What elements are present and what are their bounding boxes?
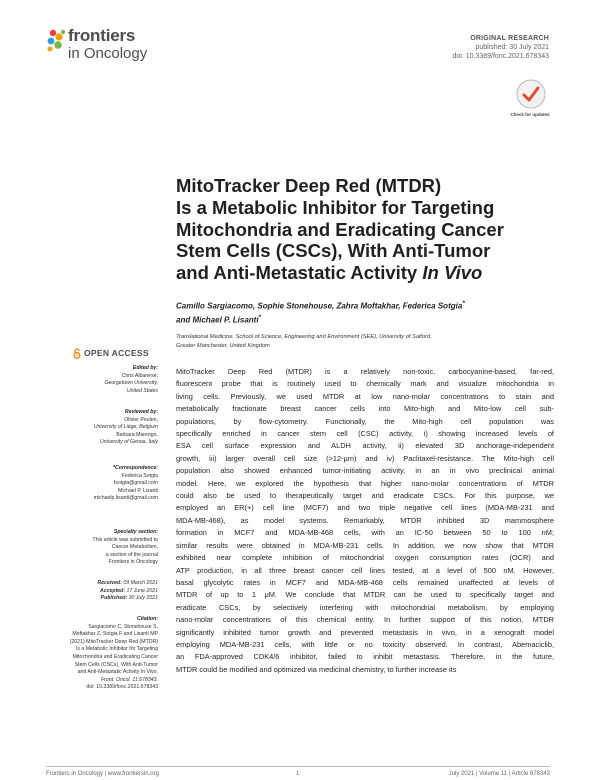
abstract-line: employed an ER(+) cell line (MCF7) and two triple negative cell lines (MDA-MB-231 and — [176, 503, 554, 513]
citation-line: (2021) MitoTracker Deep Red (MTDR) — [69, 638, 158, 645]
citation-line: Is a Metabolic Inhibitor for Targeting — [75, 646, 158, 653]
affiliation-line: Translational Medicine, School of Science, Engineering and Environment (SEE), University of Salford, — [176, 334, 432, 340]
authors-line-2[interactable]: and Michael P. Lisanti — [176, 315, 259, 325]
corresponding-author: Michael P. Lisanti — [118, 487, 158, 494]
received-date — [97, 580, 158, 588]
received-label: Received: — [97, 580, 122, 586]
citation-line: Mitochondria and Eradicating Cancer — [72, 653, 158, 660]
abstract-line: eradicate CSCs, by selectively interfering with mitochondrial metabolism, by employing — [176, 602, 554, 612]
reviewer-name: Olivier Peulen, — [124, 416, 158, 423]
reviewer-name: Barbara Marengo, — [116, 431, 158, 438]
abstract-line: nano-molar concentrations of this chemical entity. In further support of this notion, MTDR — [176, 615, 554, 625]
accepted-date — [97, 588, 158, 596]
abstract-line: significantly inhibited tumor growth and prevented metastasis in vivo, in a xenograft model — [176, 627, 554, 637]
affiliation — [176, 333, 566, 351]
journal-name: in Oncology — [68, 45, 148, 62]
abstract-line: similar results were obtained in MDA-MB-231 cells. In addition, we now show that MTDR — [176, 540, 554, 550]
open-access-lock-icon — [73, 348, 81, 359]
specialty-label: Specialty section: — [113, 529, 158, 535]
abstract-line: population also showed enhanced tumor-initiating activity, in an in vivo preclinical animal — [176, 466, 554, 476]
specialty-line: Frontiers in Oncology — [108, 559, 158, 566]
published-date-side — [97, 595, 158, 603]
editor-name: Chris Albanese, — [121, 372, 158, 379]
abstract-line: living cells. Previously, we used MTDR at low nano-molar concentrations to stain and — [176, 391, 554, 401]
abstract-line: an FDA-approved CDK4/6 inhibitor, failed to inhibit metastasis. Therefore, in the future, — [176, 652, 554, 662]
abstract-line: specifically enriched in cancer stem cell (CSC) activity, i) showing increased levels of — [176, 429, 554, 439]
citation-label: Citation: — [136, 616, 158, 622]
citation-line: and Anti-Metastatic Activity In Vivo. — [77, 669, 158, 676]
frontiers-logo-icon — [45, 28, 67, 54]
edited-by-label: Edited by: — [132, 365, 158, 371]
specialty-line: Cancer Metabolism, — [111, 544, 158, 551]
abstract-line: populations, by flow-cytometry. Functionally, the Mito-high cell population was — [176, 416, 554, 426]
reviewer-affiliation: University of Liège, Belgium — [93, 424, 158, 431]
correspondence-block — [94, 465, 158, 503]
published-label: Published: — [100, 595, 128, 602]
article-type: ORIGINAL RESEARCH — [470, 35, 549, 42]
specialty-line: This article was submitted to — [92, 536, 158, 543]
abstract-line: MDA-MB-468), as model systems. Remarkably, MTDR inhibited 3D mammosphere — [176, 515, 554, 525]
affiliation-line: Greater Manchester, United Kingdom — [176, 343, 270, 349]
reviewed-by-label: Reviewed by: — [124, 409, 158, 415]
abstract-line: ESA cell surface expression and ALDH activity, ii) elevated 3D anchorage-independent — [176, 441, 554, 451]
accepted-value: 17 June 2021 — [126, 587, 158, 594]
abstract-line: employing MDA-MB-231 cells, with little or no toxicity observed. In contrast, Abemaciclib, — [176, 639, 554, 649]
authors-line-1[interactable]: Camillo Sargiacomo, Sophie Stonehouse, Zahra Moftakhar, Federica Sotgia — [176, 301, 463, 311]
footer-journal-link[interactable]: Frontiers in Oncology | www.frontiersin.org — [46, 771, 159, 777]
publisher-name: frontiers — [68, 26, 136, 45]
doi-link[interactable]: doi: 10.3389/fonc.2021.678343 — [452, 53, 549, 60]
abstract-line: ATP production, in all three breast cancer cell lines tested, at a level of 500 nM. However, — [176, 565, 554, 575]
abstract-line: model. Here, we explored the hypothesis that higher nano-molar concentrations of MTDR — [176, 478, 554, 488]
reviewer-affiliation: University of Genoa, Italy — [100, 439, 158, 446]
abstract-line: formation in MCF7 and MDA-MB-468 cells, with an IC-50 between 50 to 100 nM; — [176, 528, 554, 538]
specialty-block — [93, 529, 158, 567]
citation-doi[interactable]: doi: 10.3389/fonc.2021.678343 — [86, 684, 158, 691]
email-link[interactable]: michaelp.lisanti@gmail.com — [93, 495, 158, 502]
published-value: 30 July 2021 — [128, 595, 158, 602]
citation-line: Sargiacomo C, Stonehouse S, — [88, 623, 158, 630]
abstract — [176, 366, 554, 676]
abstract-line: MTDR of up to 1 μM. We conclude that MTDR can be used to specifically target and — [176, 590, 554, 600]
citation-line: Front. Oncol. 11:678343. — [100, 676, 158, 683]
citation-block — [70, 616, 158, 692]
abstract-line: MTDR could be modified and optimized via medicinal chemistry, to further increase its — [176, 664, 457, 674]
abstract-line: growth, iii) larger overall cell size (>12-μm) and iv) Paclitaxel-resistance. The Mito-high cell — [176, 453, 554, 463]
corresponding-mark: * — [462, 300, 465, 307]
check-for-updates-icon[interactable] — [515, 78, 547, 110]
title-line: MitoTracker Deep Red (MTDR) — [176, 175, 442, 196]
article-title — [176, 175, 566, 284]
published-date: published: 30 July 2021 — [475, 44, 549, 51]
abstract-line: basal glycolytic rates in MCF7 and MDA-MB-468 cells remained unaffected at levels of — [176, 577, 554, 587]
editor-country: United States — [126, 387, 158, 394]
footer-rule — [46, 766, 550, 767]
accepted-label: Accepted: — [100, 587, 126, 594]
abstract-line: MitoTracker Deep Red (MTDR) is a relatively non-toxic, carbocyanine-based, far-red, — [176, 367, 554, 376]
email-link[interactable]: fsotgia@gmail.com — [113, 480, 158, 487]
page-number: 1 — [296, 771, 300, 777]
reviewed-by-block — [94, 409, 158, 447]
title-line: Stem Cells (CSCs), With Anti-Tumor — [176, 240, 491, 262]
specialty-line: a section of the journal — [105, 551, 158, 558]
citation-line: Moftakhar Z, Sotgia F and Lisanti MP — [72, 631, 158, 638]
citation-line: Stem Cells (CSCs), With Anti-Tumor — [74, 661, 158, 668]
open-access-label: OPEN ACCESS — [84, 348, 149, 358]
corresponding-mark: * — [258, 314, 262, 322]
title-line — [176, 262, 566, 284]
title-line: Mitochondria and Eradicating Cancer — [176, 218, 504, 240]
abstract-line: could also be used to therapeutically target and eradicate CSCs. For this purpose, we — [176, 491, 554, 501]
dates-block — [97, 580, 158, 603]
received-value: 09 March 2021 — [123, 580, 158, 586]
abstract-line: fluorescent probe that is routinely used to chemically mark and visualize mitochondria in — [176, 379, 554, 389]
abstract-line: exhibited near complete inhibition of mitochondrial oxygen consumption rates (OCR) and — [176, 553, 554, 563]
check-for-updates-label[interactable]: Check for updates — [510, 112, 550, 117]
abstract-line: metabolically fractionate breast cancer cells into Mito-high and Mito-low cell sub- — [176, 404, 554, 414]
title-line-text: and Anti-Metastatic Activity — [176, 262, 423, 284]
correspondence-label: *Correspondence: — [113, 465, 158, 471]
title-line: Is a Metabolic Inhibitor for Targeting — [176, 196, 495, 218]
footer-volume-info: July 2021 | Volume 11 | Article 678343 — [448, 771, 550, 777]
title-italic: In Vivo — [422, 262, 483, 284]
edited-by-block — [104, 365, 158, 395]
author-list — [176, 298, 566, 326]
corresponding-author: Federica Sotgia — [121, 472, 158, 479]
editor-affiliation: Georgetown University, — [104, 380, 158, 387]
